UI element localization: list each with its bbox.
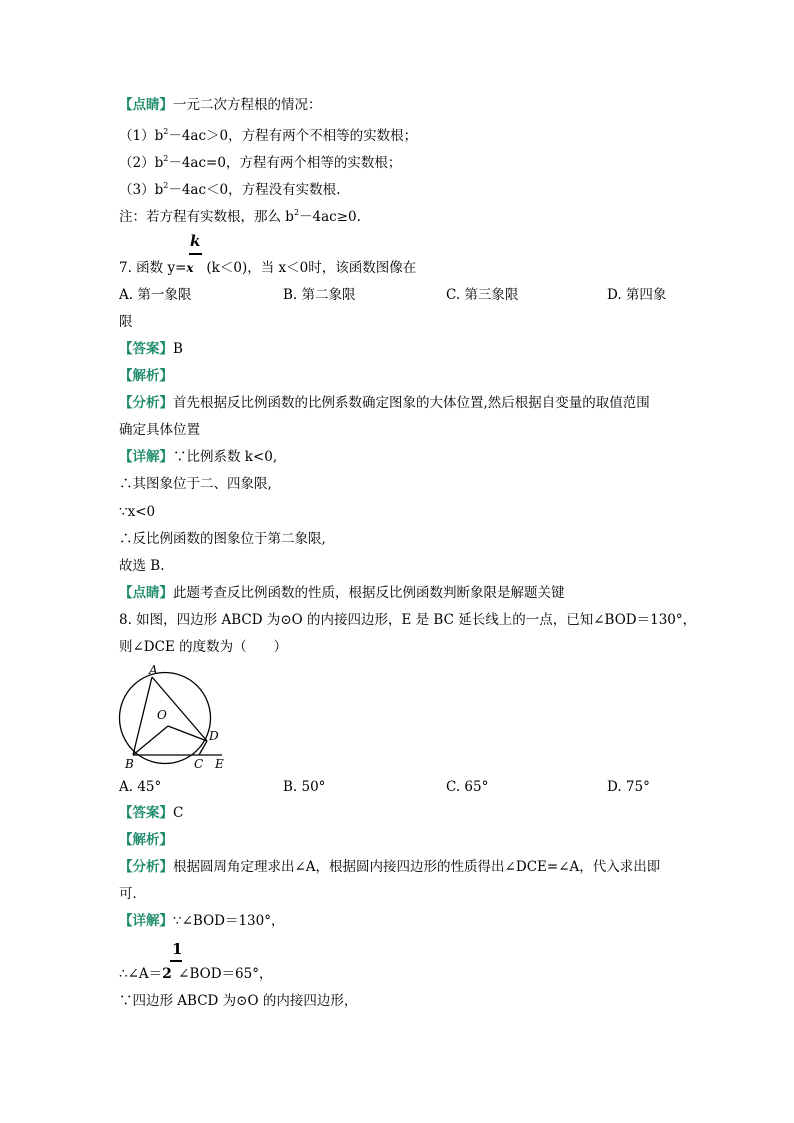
q8-option-a: A. 45°	[119, 779, 162, 795]
q7-step-3: ∵x<0	[119, 504, 156, 520]
q7-step-2: ∴其图象位于二、四象限,	[119, 476, 272, 492]
q7-step-4: ∴反比例函数的图象位于第二象限,	[119, 531, 326, 547]
q8-fraction-bar	[170, 960, 182, 962]
case-2-line: $(2)b^2-4ac=0$，方程有两个相等的实数根；	[119, 154, 402, 171]
q7-stem: 7. 函数 y=x (k＜0)，当 x＜0时，该函数图像在	[119, 260, 417, 276]
label-a: A	[149, 663, 158, 677]
point-summary-line	[119, 95, 322, 115]
q7-point: 【点睛】此题考查反比例函数的性质，根据反比例函数判断象限是解题关键	[119, 585, 565, 601]
note-line: 注：若方程有实数根，那么 $b^2-4ac\ge 0$.	[119, 208, 361, 225]
label-e: E	[215, 757, 224, 771]
q8-option-b: B. 50°	[283, 779, 326, 795]
q8-analysis-heading: 【解析】	[119, 832, 173, 848]
q7-fenxi-line1: 【分析】首先根据反比例函数的比例系数确定图象的大体位置,然后根据自变量的取值范围	[119, 395, 650, 411]
side-ab	[133, 677, 152, 755]
q8-circle-figure	[112, 660, 234, 772]
q7-fraction-bar	[189, 253, 202, 255]
q7-analysis-heading: 【解析】	[119, 368, 173, 384]
q7-option-d: D. 第四象	[607, 287, 667, 303]
q8-fenxi-line2: 可．	[119, 886, 146, 902]
q7-fraction-numerator: k	[190, 232, 201, 250]
q8-option-d: D. 75°	[607, 779, 650, 795]
q7-step-5: 故选 B.	[119, 558, 165, 574]
label-c: C	[194, 757, 204, 771]
q7-option-c: C. 第三象限	[446, 287, 519, 303]
q7-answer: 【答案】B	[119, 341, 183, 357]
q8-stem-line2: 则∠DCE 的度数为（ ）	[119, 639, 288, 655]
label-d: D	[209, 729, 219, 743]
q8-option-c: C. 65°	[446, 779, 489, 795]
q7-step-1: 【详解】∵比例系数 k<0,	[119, 449, 278, 465]
case-3-line: $(3)b^2-4ac<0$，方程没有实数根.	[119, 181, 341, 198]
point-text: 一元二次方程根的情况：	[173, 97, 322, 113]
q7-fenxi-line2: 确定具体位置	[119, 422, 200, 438]
radius-ob	[133, 726, 168, 755]
q7-option-d-wrap: 限	[119, 314, 133, 330]
case-1-line: $(1)b^2-4ac>0$，方程有两个不相等的实数根；	[119, 127, 418, 144]
point-bracket: 【点睛】	[119, 97, 173, 113]
q7-option-a: A. 第一象限	[119, 287, 192, 303]
label-b: B	[125, 757, 134, 771]
q8-step-3: ∵四边形 ABCD 为⊙O 的内接四边形，	[119, 993, 358, 1009]
q8-fraction-denominator: 2	[162, 966, 172, 982]
q8-answer: 【答案】C	[119, 805, 184, 821]
q8-fenxi-line1: 【分析】根据圆周角定理求出∠A，根据圆内接四边形的性质得出∠DCE=∠A，代入求出即	[119, 859, 661, 875]
q8-step-1: 【详解】∵∠BOD＝130°，	[119, 913, 285, 929]
label-o: O	[157, 708, 167, 722]
q7-option-b: B. 第二象限	[283, 287, 356, 303]
q8-stem-line1: 8. 如图，四边形 ABCD 为⊙O 的内接四边形，E 是 BC 延长线上的一点，已知∠BOD＝130°，	[119, 612, 697, 628]
q8-fraction-numerator: 1	[172, 940, 183, 958]
q7-fraction-denominator: x	[186, 261, 194, 275]
q8-step-2: ∴∠A＝2 ∠BOD＝65°，	[119, 966, 273, 982]
